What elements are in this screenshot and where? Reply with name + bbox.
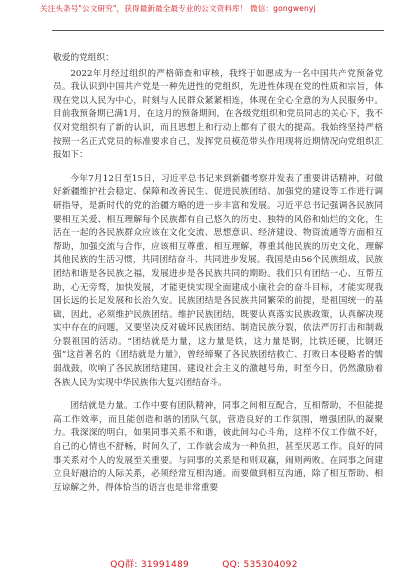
paragraph-3: 团结就是力量。工作中要有团队精神，同事之间相互配合，互相帮助，不但能提高工作效率，而且能创造和谐的团队气氛，营造良好的工作氛围，增强团队的凝聚力。我深深的明白，如果同事关系不和谐，彼此间勾心斗角，这样不仅工作做不好，自己的心情也不舒畅，时间久了，工作就会成为一种负担，甚至厌恶工作。良好的同事关系对个人的发展至关重要。与同事的关系是和则双赢，闹则两败。在同事之间建立良好融洽的人际关系，必须经常互相沟通。而要做到相互沟通，除了相互帮助、相互谅解之外，得体恰当的语言也是非常重要	[53, 401, 383, 493]
salutation: 敬爱的党组织：	[53, 53, 114, 63]
document-body	[53, 52, 383, 495]
header-banner: 关注头条号"公文研究"，获得最新最全最专业的公文资料库！ 微信：gongwenyj	[40, 4, 316, 13]
qq-group-number: QQ群: 31991489	[110, 560, 190, 570]
paragraph-1: 2022年月经过组织的严格筛查和审核，我终于如愿成为一名中国共产党预备党员。我认识到中国共产党是一种先进性的党组织，先进性体现在党的性质和宗旨，体现在党以人民为中心，时刻与人民群众紧紧相连，体现在全心全意的为人民服务中。目前我预备期已满1月，在这月的预备期间，在各级党组织和党员同志的关心下，我不仅对党组织有了新的认识，而且思想上和行动上都有了很大的提高。我始终坚持严格按照一名正式党员的标准要求自己，发挥党员模范带头作用现将近期情况向党组织汇报如下：	[53, 68, 383, 161]
qq-number: QQ: 535304092	[222, 560, 298, 570]
header-divider	[52, 30, 384, 31]
paragraph-2: 今年7月12日至15日，习近平总书记来到新疆考察并发表了重要讲话精神，对做好新疆维护社会稳定、保障和改善民生、促进民族团结、加强党的建设等工作进行调研指导，是新时代的党的治疆方略的进一步丰富和发展。习近平总书记强调各民族同要相互关爱、相互理解每个民族都有自己悠久的历史、独特的风俗和灿烂的文化，生活在一起的各民族群众应该在文化交流、思想意识、经济建设、物资流通等方面相互帮助，加强交流与合作，应该相互尊重、相互理解，尊重其他民族的历史文化，理解其他民族的生活习惯，共同团结奋斗、共同进步发展。我国是由56个民族组成，民族团结和谐是各民族之福，发展进步是各民族共同的期盼。我们只有团结一心、互帮互助，心无旁骛，加快发展，才能更快实现全面建成小康社会的奋斗目标，才能实现我国长远的长足发展和长治久安。民族团结是各民族共同繁荣的前提，是祖国统一的基础，因此，必须维护民族团结。维护民族团结，既要认真落实民族政策，认真解决现实中存在的问题，又要坚决反对破坏民族团结、制造民族分裂，依法严厉打击和制裁分裂祖国的活动。“团结就是力量，这力量是铁，这力量是钢，比铁还硬，比钢还强”这首著名的《团结就是力量》，曾经缔聚了各民族团结救亡、打败日本侵略者的懦弱战鼓，吹响了各民族团结建国、建设社会主义的激越号角，时至今日，仍然激励着各族人民为实现中华民族伟大复兴团结奋斗。	[53, 173, 383, 388]
footer-contact	[0, 557, 408, 570]
